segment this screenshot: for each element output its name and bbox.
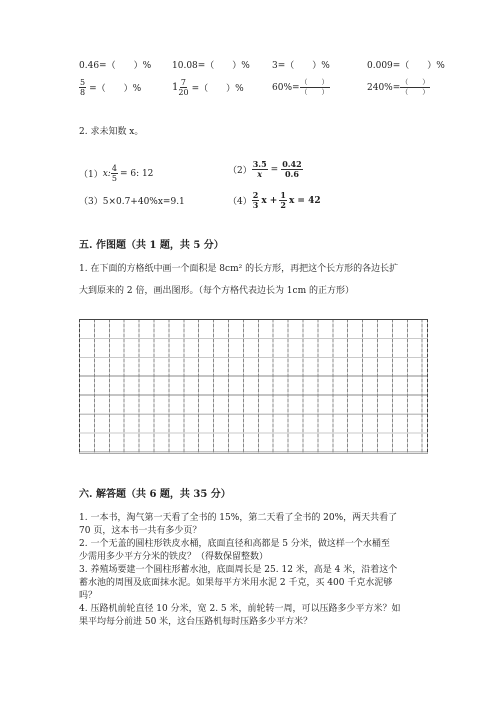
fill-blank-10.08: 10.08=（ ）%: [172, 61, 250, 71]
section-6-line: 吗？: [79, 591, 98, 601]
section-6-line: 3. 养殖场要建一个圆柱形蓄水池，底面周长是 25. 12 米，高是 4 米，沿着这个: [79, 565, 398, 575]
section-5-question-1-line-2: 大到原来的 2 倍，画出图形。（每个方格代表边长为 1cm 的正方形）: [79, 286, 354, 296]
section-6-line: 2. 一个无盖的圆柱形铁皮水桶，底面直径和高都是 5 分米，做这样一个水桶至: [79, 539, 390, 549]
fill-blank-240-percent: 240%= $\frac{( )}{( )}$: [367, 78, 430, 96]
section-6-line: 1. 一本书，淘气第一天看了全书的 15%，第二天看了全书的 20%，两天共看了: [79, 513, 398, 523]
fill-blank-5-8: $\frac{5}{8}$ =（ ）%: [80, 78, 142, 97]
fill-blank-1-7-20: 1 $\frac{7}{20}$ =（ ）%: [172, 78, 244, 97]
section-6-line: 蓄水池的周围及底面抹水泥。如果每平方米用水泥 2 千克，买 400 千克水泥够: [79, 578, 393, 588]
section-5-title: 五. 作图题（共 1 题，共 5 分）: [79, 240, 224, 251]
equation-1: （1） x: $\frac{4}{5}$ = 6: 12: [79, 164, 154, 183]
section-6-line: 少需用多少平方分米的铁皮？（得数保留整数）: [79, 552, 269, 562]
equation-2: （2） $\frac{3.5}{x}$ = $\frac{0.42}{0.6}$: [228, 159, 302, 179]
fill-blank-0.46: 0.46=（ ）%: [79, 61, 152, 71]
square-grid-paper: [79, 319, 428, 454]
section-5-question-1-line-1: 1. 在下面的方格纸中画一个面积是 8cm² 的长方形，再把这个长方形的各边长扩: [79, 264, 399, 274]
section-6-line: 果平均每分前进 50 米，这台压路机每时压路多少平方米？: [79, 617, 313, 627]
question-2-title: 2. 求未知数 x。: [79, 127, 144, 137]
fill-blank-3: 3=（ ）%: [272, 61, 330, 71]
equation-3: （3）5×0.7+40%x=9.1: [79, 197, 185, 207]
equation-4: （4） $\frac{2}{3}$ x + $\frac{1}{2}$ x = 42: [228, 190, 321, 210]
section-6-title: 六. 解答题（共 6 题，共 35 分）: [79, 489, 231, 500]
fill-blank-0.009: 0.009=（ ）%: [367, 61, 445, 71]
section-6-line: 70 页，这本书一共有多少页？: [79, 526, 202, 536]
fill-blank-60-percent: 60%= $\frac{( )}{( )}$: [272, 78, 329, 96]
section-6-line: 4. 压路机前轮直径 10 分米，宽 2. 5 米，前轮转一周，可以压路多少平方米？如: [79, 604, 401, 614]
